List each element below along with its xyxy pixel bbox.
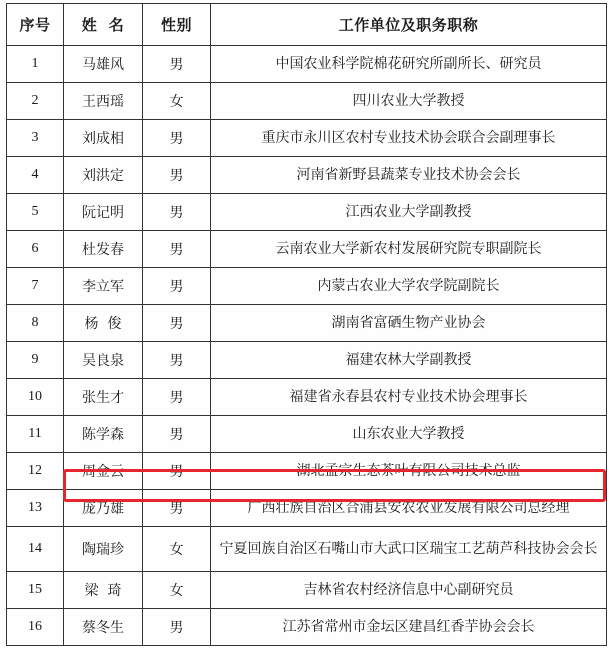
cell-name: 刘洪定 [64, 157, 143, 194]
cell-unit: 云南农业大学新农村发展研究院专职副院长 [211, 231, 607, 268]
table-body [7, 46, 607, 646]
header-name: 姓 名 [64, 4, 143, 46]
cell-unit: 江西农业大学副教授 [211, 194, 607, 231]
cell-gender: 女 [143, 527, 211, 572]
table-row [7, 527, 607, 572]
cell-name: 杜发春 [64, 231, 143, 268]
table-row [7, 231, 607, 268]
table-row [7, 157, 607, 194]
header-gender: 性别 [143, 4, 211, 46]
cell-name: 蔡冬生 [64, 609, 143, 646]
cell-name: 刘成相 [64, 120, 143, 157]
table-row [7, 572, 607, 609]
cell-unit: 河南省新野县蔬菜专业技术协会会长 [211, 157, 607, 194]
cell-name: 王西瑶 [64, 83, 143, 120]
cell-gender: 男 [143, 609, 211, 646]
cell-no: 13 [7, 490, 64, 527]
cell-no: 16 [7, 609, 64, 646]
cell-name: 庞乃雄 [64, 490, 143, 527]
table-row [7, 83, 607, 120]
cell-gender: 男 [143, 120, 211, 157]
cell-name: 周金云 [64, 453, 143, 490]
cell-no: 8 [7, 305, 64, 342]
cell-unit: 江苏省常州市金坛区建昌红香芋协会会长 [211, 609, 607, 646]
cell-gender: 男 [143, 305, 211, 342]
table-row [7, 379, 607, 416]
cell-no: 15 [7, 572, 64, 609]
cell-no: 9 [7, 342, 64, 379]
cell-no: 6 [7, 231, 64, 268]
cell-no: 7 [7, 268, 64, 305]
cell-unit: 内蒙古农业大学农学院副院长 [211, 268, 607, 305]
cell-no: 11 [7, 416, 64, 453]
cell-name: 李立军 [64, 268, 143, 305]
cell-no: 1 [7, 46, 64, 83]
cell-unit: 宁夏回族自治区石嘴山市大武口区瑞宝工艺葫芦科技协会会长 [211, 527, 607, 572]
table-row [7, 46, 607, 83]
cell-unit: 湖南省富硒生物产业协会 [211, 305, 607, 342]
cell-gender: 女 [143, 83, 211, 120]
cell-name: 杨 俊 [64, 305, 143, 342]
cell-gender: 男 [143, 490, 211, 527]
cell-unit: 中国农业科学院棉花研究所副所长、研究员 [211, 46, 607, 83]
cell-name: 张生才 [64, 379, 143, 416]
cell-unit: 四川农业大学教授 [211, 83, 607, 120]
cell-no: 2 [7, 83, 64, 120]
cell-no: 3 [7, 120, 64, 157]
cell-unit: 山东农业大学教授 [211, 416, 607, 453]
cell-gender: 男 [143, 342, 211, 379]
cell-no: 10 [7, 379, 64, 416]
cell-unit: 广西壮族自治区合浦县安农农业发展有限公司总经理 [211, 490, 607, 527]
table-row [7, 194, 607, 231]
table-row [7, 268, 607, 305]
table-row [7, 416, 607, 453]
table-header-row [7, 4, 607, 46]
header-no: 序号 [7, 4, 64, 46]
cell-gender: 男 [143, 268, 211, 305]
cell-name: 梁 琦 [64, 572, 143, 609]
cell-name: 陶瑞珍 [64, 527, 143, 572]
cell-gender: 男 [143, 46, 211, 83]
cell-name: 阮记明 [64, 194, 143, 231]
cell-no: 14 [7, 527, 64, 572]
cell-no: 4 [7, 157, 64, 194]
cell-name: 马雄风 [64, 46, 143, 83]
cell-no: 12 [7, 453, 64, 490]
cell-gender: 男 [143, 157, 211, 194]
expert-roster-table [6, 3, 607, 646]
cell-name: 吴良泉 [64, 342, 143, 379]
cell-gender: 男 [143, 416, 211, 453]
cell-no: 5 [7, 194, 64, 231]
table-row [7, 120, 607, 157]
cell-name: 陈学森 [64, 416, 143, 453]
header-unit: 工作单位及职务职称 [211, 4, 607, 46]
table-row [7, 490, 607, 527]
table-row [7, 305, 607, 342]
cell-gender: 女 [143, 572, 211, 609]
table-row [7, 609, 607, 646]
cell-unit: 湖北孟宗生态茶叶有限公司技术总监 [211, 453, 607, 490]
cell-unit: 重庆市永川区农村专业技术协会联合会副理事长 [211, 120, 607, 157]
cell-gender: 男 [143, 231, 211, 268]
table-row [7, 342, 607, 379]
cell-unit: 吉林省农村经济信息中心副研究员 [211, 572, 607, 609]
cell-unit: 福建农林大学副教授 [211, 342, 607, 379]
table-row-highlighted [7, 453, 607, 490]
cell-gender: 男 [143, 379, 211, 416]
cell-unit: 福建省永春县农村专业技术协会理事长 [211, 379, 607, 416]
cell-gender: 男 [143, 194, 211, 231]
cell-gender: 男 [143, 453, 211, 490]
